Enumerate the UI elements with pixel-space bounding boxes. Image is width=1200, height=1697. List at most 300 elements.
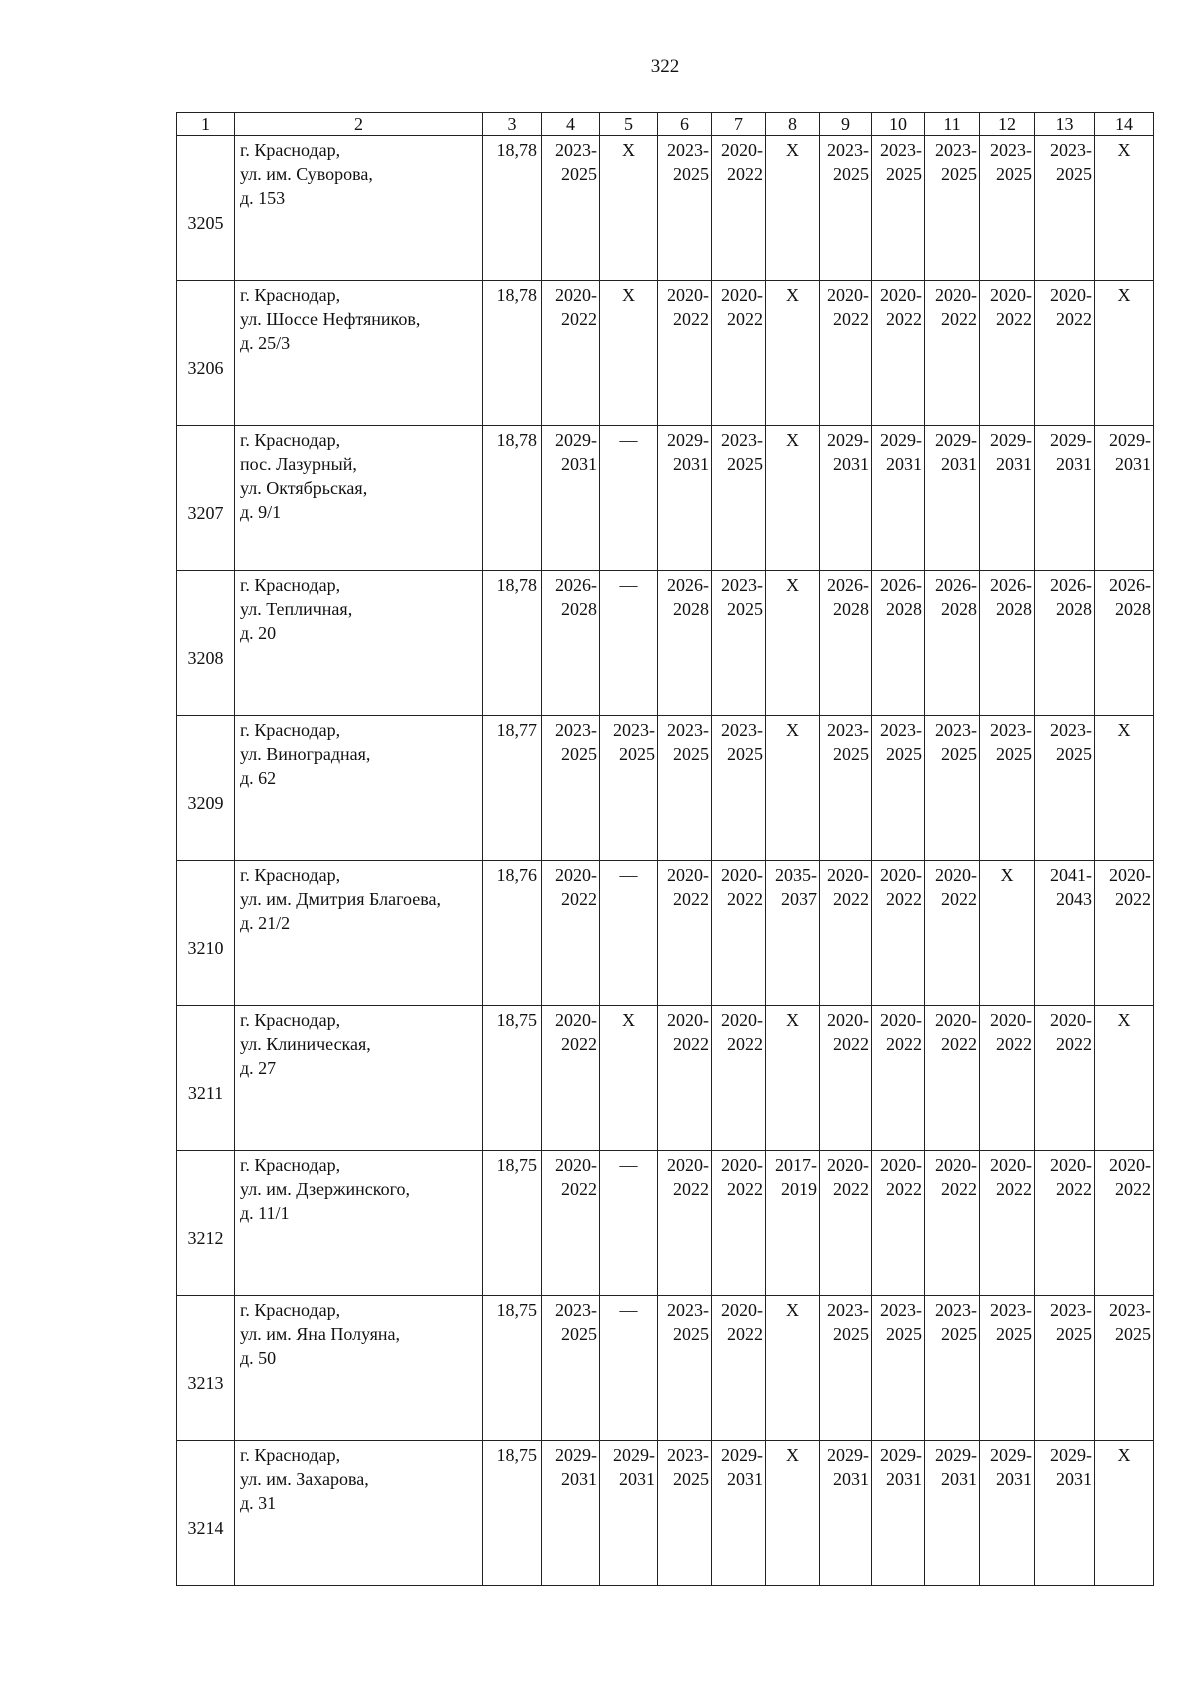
period-start: 2026- xyxy=(667,575,709,595)
period-start: 2029- xyxy=(935,1445,977,1465)
period-start: 2026- xyxy=(555,575,597,595)
period-start: 2020- xyxy=(880,865,922,885)
period-start: 2026- xyxy=(990,575,1032,595)
period-end: 2022 xyxy=(941,1179,977,1199)
period-cell xyxy=(658,571,712,716)
period-start: 2026- xyxy=(1050,575,1092,595)
period-cell xyxy=(542,136,600,281)
period-start: 2023- xyxy=(827,1300,869,1320)
period-start: 2023- xyxy=(1050,1300,1092,1320)
address-line: г. Краснодар, xyxy=(240,720,341,740)
period-start: 2029- xyxy=(555,1445,597,1465)
period-start: 2029- xyxy=(1050,1445,1092,1465)
cost-cell: 18,78 xyxy=(483,136,542,281)
period-end: 2022 xyxy=(727,889,763,909)
period-cell: X xyxy=(766,136,820,281)
period-cell xyxy=(658,1441,712,1586)
address-line: д. 50 xyxy=(240,1348,277,1368)
period-cell xyxy=(980,1151,1035,1296)
period-start: 2020- xyxy=(721,1300,763,1320)
row-number: 3213 xyxy=(177,1296,235,1441)
period-start: 2023- xyxy=(555,720,597,740)
period-start: 2029- xyxy=(827,1445,869,1465)
column-header: 13 xyxy=(1035,113,1095,136)
period-end: 2031 xyxy=(1115,454,1151,474)
period-cell xyxy=(712,281,766,426)
period-start: 2029- xyxy=(990,1445,1032,1465)
period-cell xyxy=(1095,1151,1154,1296)
table-row xyxy=(177,1151,1154,1296)
period-end: 2028 xyxy=(1056,599,1092,619)
period-end: 2028 xyxy=(941,599,977,619)
period-start: 2023- xyxy=(1109,1300,1151,1320)
period-cell xyxy=(542,281,600,426)
address-cell xyxy=(235,1151,483,1296)
period-end: 2025 xyxy=(673,1324,709,1344)
period-cell xyxy=(658,1006,712,1151)
period-cell: — xyxy=(600,1296,658,1441)
period-cell xyxy=(712,426,766,571)
period-end: 2028 xyxy=(996,599,1032,619)
period-start: 2035- xyxy=(775,865,817,885)
period-end: 2028 xyxy=(886,599,922,619)
address-line: ул. им. Яна Полуяна, xyxy=(240,1324,401,1344)
row-number: 3214 xyxy=(177,1441,235,1586)
row-number: 3209 xyxy=(177,716,235,861)
row-number: 3211 xyxy=(177,1006,235,1151)
period-start: 2029- xyxy=(1050,430,1092,450)
period-end: 2031 xyxy=(619,1469,655,1489)
address-line: д. 21/2 xyxy=(240,913,291,933)
cost-cell: 18,78 xyxy=(483,426,542,571)
period-cell: X xyxy=(766,426,820,571)
period-cell xyxy=(872,1441,925,1586)
row-number: 3212 xyxy=(177,1151,235,1296)
address-line: д. 31 xyxy=(240,1493,277,1513)
period-cell xyxy=(820,861,872,1006)
period-start: 2020- xyxy=(667,1010,709,1030)
period-end: 2022 xyxy=(561,889,597,909)
period-start: 2020- xyxy=(827,1010,869,1030)
period-cell xyxy=(712,861,766,1006)
period-end: 2025 xyxy=(833,1324,869,1344)
cost-cell: 18,78 xyxy=(483,571,542,716)
period-start: 2023- xyxy=(721,720,763,740)
period-start: 2029- xyxy=(880,430,922,450)
period-start: 2026- xyxy=(1109,575,1151,595)
period-cell xyxy=(600,716,658,861)
address-cell xyxy=(235,716,483,861)
period-cell xyxy=(542,861,600,1006)
period-cell xyxy=(542,426,600,571)
period-cell: X xyxy=(1095,716,1154,861)
period-end: 2022 xyxy=(727,164,763,184)
period-start: 2023- xyxy=(613,720,655,740)
period-cell xyxy=(712,1151,766,1296)
period-cell xyxy=(1035,136,1095,281)
period-end: 2025 xyxy=(941,1324,977,1344)
period-start: 2020- xyxy=(721,865,763,885)
period-start: 2020- xyxy=(555,1155,597,1175)
period-start: 2020- xyxy=(880,1155,922,1175)
period-cell xyxy=(980,426,1035,571)
period-cell: X xyxy=(766,1296,820,1441)
column-header: 1 xyxy=(177,113,235,136)
period-start: 2023- xyxy=(721,575,763,595)
period-end: 2022 xyxy=(673,1179,709,1199)
period-end: 2025 xyxy=(727,599,763,619)
column-number-row xyxy=(177,113,1154,136)
cost-cell: 18,75 xyxy=(483,1441,542,1586)
column-header: 7 xyxy=(712,113,766,136)
period-cell: X xyxy=(766,716,820,861)
period-start: 2041- xyxy=(1050,865,1092,885)
period-end: 2022 xyxy=(561,309,597,329)
period-end: 2025 xyxy=(833,164,869,184)
address-line: д. 25/3 xyxy=(240,333,291,353)
period-end: 2025 xyxy=(1056,164,1092,184)
period-cell: X xyxy=(1095,1006,1154,1151)
period-cell xyxy=(872,281,925,426)
period-start: 2023- xyxy=(880,1300,922,1320)
period-start: 2023- xyxy=(667,720,709,740)
period-start: 2026- xyxy=(935,575,977,595)
period-cell xyxy=(658,1151,712,1296)
period-cell xyxy=(600,1441,658,1586)
period-end: 2025 xyxy=(561,744,597,764)
row-number: 3206 xyxy=(177,281,235,426)
period-start: 2020- xyxy=(1109,865,1151,885)
period-end: 2022 xyxy=(886,309,922,329)
period-cell xyxy=(925,1006,980,1151)
column-header: 4 xyxy=(542,113,600,136)
period-start: 2020- xyxy=(721,285,763,305)
address-line: д. 11/1 xyxy=(240,1203,290,1223)
period-end: 2022 xyxy=(727,1034,763,1054)
period-cell xyxy=(712,1296,766,1441)
column-header: 6 xyxy=(658,113,712,136)
period-start: 2020- xyxy=(990,285,1032,305)
period-end: 2022 xyxy=(996,1179,1032,1199)
period-start: 2023- xyxy=(990,720,1032,740)
address-line: г. Краснодар, xyxy=(240,1300,341,1320)
period-end: 2022 xyxy=(1056,1034,1092,1054)
period-end: 2022 xyxy=(833,309,869,329)
address-line: д. 20 xyxy=(240,623,277,643)
period-end: 2031 xyxy=(673,454,709,474)
period-end: 2028 xyxy=(833,599,869,619)
table-row xyxy=(177,571,1154,716)
period-end: 2022 xyxy=(833,889,869,909)
period-cell xyxy=(925,281,980,426)
address-line: г. Краснодар, xyxy=(240,865,341,885)
period-start: 2020- xyxy=(827,285,869,305)
period-cell xyxy=(658,861,712,1006)
table-row xyxy=(177,136,1154,281)
period-end: 2025 xyxy=(673,744,709,764)
period-cell xyxy=(820,1441,872,1586)
period-start: 2020- xyxy=(667,865,709,885)
period-start: 2020- xyxy=(667,285,709,305)
period-start: 2023- xyxy=(880,720,922,740)
period-end: 2031 xyxy=(941,1469,977,1489)
period-start: 2029- xyxy=(721,1445,763,1465)
cost-cell: 18,78 xyxy=(483,281,542,426)
row-number: 3210 xyxy=(177,861,235,1006)
address-line: ул. Октябрьская, xyxy=(240,478,368,498)
period-start: 2020- xyxy=(1050,1010,1092,1030)
period-cell xyxy=(980,1441,1035,1586)
period-start: 2020- xyxy=(667,1155,709,1175)
period-end: 2022 xyxy=(886,889,922,909)
period-end: 2022 xyxy=(673,309,709,329)
period-cell xyxy=(980,281,1035,426)
period-cell xyxy=(925,136,980,281)
period-cell xyxy=(820,1006,872,1151)
period-cell: X xyxy=(766,571,820,716)
period-end: 2025 xyxy=(1056,1324,1092,1344)
period-start: 2029- xyxy=(1109,430,1151,450)
period-start: 2026- xyxy=(880,575,922,595)
address-cell xyxy=(235,861,483,1006)
period-cell: — xyxy=(600,1151,658,1296)
period-end: 2022 xyxy=(833,1179,869,1199)
address-cell xyxy=(235,1006,483,1151)
period-start: 2017- xyxy=(775,1155,817,1175)
period-cell xyxy=(872,136,925,281)
period-end: 2025 xyxy=(996,744,1032,764)
cost-cell: 18,76 xyxy=(483,861,542,1006)
table-row xyxy=(177,281,1154,426)
period-cell xyxy=(766,1151,820,1296)
period-start: 2020- xyxy=(827,1155,869,1175)
period-cell xyxy=(925,861,980,1006)
address-line: д. 9/1 xyxy=(240,502,282,522)
period-cell xyxy=(712,1441,766,1586)
period-start: 2029- xyxy=(613,1445,655,1465)
period-end: 2022 xyxy=(561,1034,597,1054)
period-end: 2022 xyxy=(996,1034,1032,1054)
period-end: 2037 xyxy=(781,889,817,909)
period-cell xyxy=(712,136,766,281)
period-cell xyxy=(872,426,925,571)
period-cell xyxy=(1035,281,1095,426)
period-end: 2031 xyxy=(996,1469,1032,1489)
period-cell xyxy=(820,716,872,861)
address-cell xyxy=(235,571,483,716)
period-cell xyxy=(658,1296,712,1441)
period-end: 2022 xyxy=(996,309,1032,329)
period-end: 2031 xyxy=(941,454,977,474)
period-start: 2023- xyxy=(990,140,1032,160)
address-line: ул. Шоссе Нефтяников, xyxy=(240,309,421,329)
period-start: 2020- xyxy=(555,1010,597,1030)
period-end: 2022 xyxy=(561,1179,597,1199)
period-start: 2020- xyxy=(721,1155,763,1175)
period-end: 2031 xyxy=(561,1469,597,1489)
period-cell xyxy=(1035,1151,1095,1296)
period-end: 2022 xyxy=(941,889,977,909)
period-end: 2031 xyxy=(833,454,869,474)
column-header: 2 xyxy=(235,113,483,136)
address-cell xyxy=(235,1296,483,1441)
column-header: 14 xyxy=(1095,113,1154,136)
period-end: 2025 xyxy=(673,164,709,184)
period-cell xyxy=(542,1151,600,1296)
period-end: 2025 xyxy=(561,164,597,184)
address-cell xyxy=(235,1441,483,1586)
period-cell: X xyxy=(766,281,820,426)
period-cell xyxy=(872,571,925,716)
period-end: 2031 xyxy=(1056,1469,1092,1489)
row-number: 3205 xyxy=(177,136,235,281)
period-end: 2025 xyxy=(886,744,922,764)
period-start: 2023- xyxy=(935,720,977,740)
period-cell xyxy=(872,1006,925,1151)
period-end: 2031 xyxy=(561,454,597,474)
period-start: 2023- xyxy=(827,720,869,740)
period-cell: X xyxy=(980,861,1035,1006)
period-cell xyxy=(925,1441,980,1586)
period-cell xyxy=(820,136,872,281)
period-cell xyxy=(1095,426,1154,571)
table-row xyxy=(177,716,1154,861)
period-cell xyxy=(872,1296,925,1441)
period-cell xyxy=(542,1006,600,1151)
period-cell xyxy=(925,1296,980,1441)
period-cell xyxy=(925,1151,980,1296)
period-start: 2029- xyxy=(827,430,869,450)
address-line: ул. им. Суворова, xyxy=(240,164,373,184)
period-cell xyxy=(658,426,712,571)
address-line: пос. Лазурный, xyxy=(240,454,357,474)
period-end: 2022 xyxy=(941,309,977,329)
period-end: 2025 xyxy=(996,1324,1032,1344)
period-start: 2026- xyxy=(827,575,869,595)
cost-cell: 18,77 xyxy=(483,716,542,861)
period-cell xyxy=(925,571,980,716)
period-end: 2028 xyxy=(561,599,597,619)
period-cell xyxy=(1035,1441,1095,1586)
column-header: 12 xyxy=(980,113,1035,136)
register-table xyxy=(176,112,1154,1586)
period-start: 2020- xyxy=(827,865,869,885)
period-start: 2023- xyxy=(1050,140,1092,160)
period-cell xyxy=(542,1441,600,1586)
period-end: 2043 xyxy=(1056,889,1092,909)
period-cell xyxy=(980,1296,1035,1441)
address-line: ул. Тепличная, xyxy=(240,599,353,619)
period-end: 2028 xyxy=(1115,599,1151,619)
period-end: 2025 xyxy=(833,744,869,764)
period-cell xyxy=(820,1151,872,1296)
period-cell xyxy=(980,716,1035,861)
period-cell: — xyxy=(600,426,658,571)
period-cell xyxy=(1035,426,1095,571)
period-cell xyxy=(820,426,872,571)
period-start: 2023- xyxy=(667,140,709,160)
period-start: 2023- xyxy=(935,140,977,160)
table-row xyxy=(177,1441,1154,1586)
period-start: 2020- xyxy=(935,1155,977,1175)
period-end: 2022 xyxy=(1115,889,1151,909)
period-start: 2023- xyxy=(555,140,597,160)
period-end: 2031 xyxy=(886,454,922,474)
period-cell: X xyxy=(766,1441,820,1586)
address-line: ул. им. Дмитрия Благоева, xyxy=(240,889,441,909)
address-line: г. Краснодар, xyxy=(240,1010,341,1030)
period-cell xyxy=(658,281,712,426)
period-cell: X xyxy=(600,281,658,426)
period-cell xyxy=(1095,861,1154,1006)
address-line: ул. Виноградная, xyxy=(240,744,371,764)
address-line: д. 153 xyxy=(240,188,286,208)
period-cell xyxy=(820,281,872,426)
address-line: ул. им. Дзержинского, xyxy=(240,1179,410,1199)
period-end: 2031 xyxy=(727,1469,763,1489)
period-cell xyxy=(820,571,872,716)
address-line: г. Краснодар, xyxy=(240,140,341,160)
period-end: 2031 xyxy=(833,1469,869,1489)
period-cell: X xyxy=(766,1006,820,1151)
period-cell: X xyxy=(600,1006,658,1151)
period-end: 2025 xyxy=(727,744,763,764)
period-cell: X xyxy=(1095,136,1154,281)
period-end: 2022 xyxy=(886,1034,922,1054)
period-end: 2025 xyxy=(561,1324,597,1344)
period-start: 2023- xyxy=(880,140,922,160)
period-end: 2025 xyxy=(941,164,977,184)
period-cell: X xyxy=(1095,1441,1154,1586)
period-start: 2020- xyxy=(990,1010,1032,1030)
address-line: д. 27 xyxy=(240,1058,277,1078)
period-start: 2020- xyxy=(1050,1155,1092,1175)
period-cell: — xyxy=(600,571,658,716)
period-start: 2020- xyxy=(555,285,597,305)
period-cell xyxy=(1035,571,1095,716)
period-cell xyxy=(766,861,820,1006)
period-cell xyxy=(872,716,925,861)
period-end: 2025 xyxy=(941,744,977,764)
cost-cell: 18,75 xyxy=(483,1296,542,1441)
period-cell xyxy=(1035,861,1095,1006)
period-end: 2025 xyxy=(673,1469,709,1489)
period-cell xyxy=(872,1151,925,1296)
period-end: 2028 xyxy=(673,599,709,619)
period-start: 2023- xyxy=(721,430,763,450)
address-line: д. 62 xyxy=(240,768,277,788)
period-cell xyxy=(1095,1296,1154,1441)
period-end: 2025 xyxy=(619,744,655,764)
column-header: 3 xyxy=(483,113,542,136)
address-line: г. Краснодар, xyxy=(240,1445,341,1465)
period-cell xyxy=(542,716,600,861)
column-header: 8 xyxy=(766,113,820,136)
period-cell xyxy=(1035,1296,1095,1441)
address-line: г. Краснодар, xyxy=(240,285,341,305)
address-line: г. Краснодар, xyxy=(240,1155,341,1175)
address-cell xyxy=(235,136,483,281)
period-start: 2023- xyxy=(990,1300,1032,1320)
period-start: 2029- xyxy=(880,1445,922,1465)
address-line: г. Краснодар, xyxy=(240,430,341,450)
address-cell xyxy=(235,281,483,426)
period-cell: — xyxy=(600,861,658,1006)
address-line: ул. им. Захарова, xyxy=(240,1469,369,1489)
period-end: 2031 xyxy=(1056,454,1092,474)
column-header: 9 xyxy=(820,113,872,136)
period-end: 2022 xyxy=(673,1034,709,1054)
